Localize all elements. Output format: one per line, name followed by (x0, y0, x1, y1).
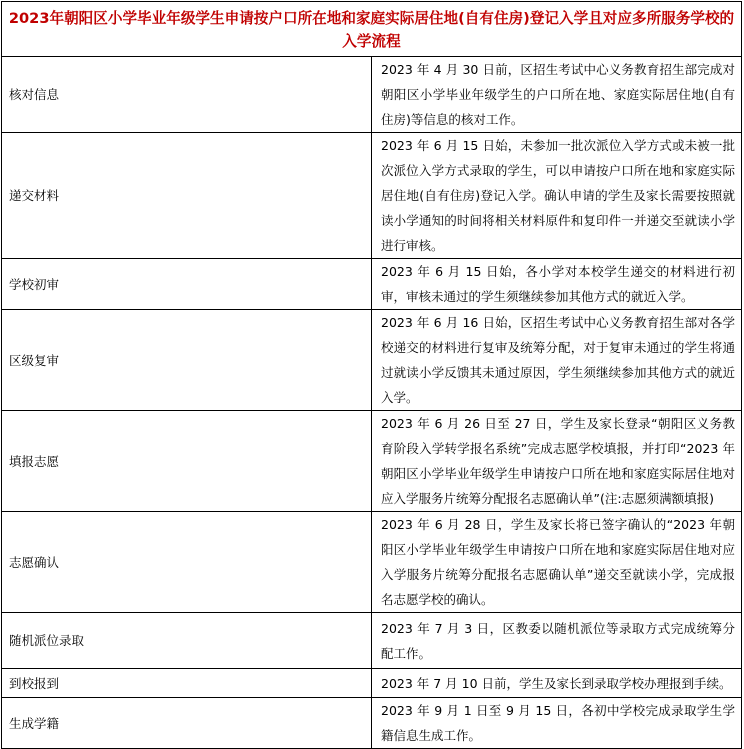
table-row (2, 259, 742, 310)
step-content: 2023 年 6 月 15 日始，未参加一批次派位入学方式或未被一批次派位入学方式录取的学生，可以申请按户口所在地和家庭实际居住地(自有住房)登记入学。确认申请的学生及家长需要按照就读小学通知的时间将相关材料原件和复印件一并递交至就读小学进行审核。 (372, 133, 742, 259)
table-row (2, 133, 742, 259)
step-content: 2023 年 9 月 1 日至 9 月 15 日，各初中学校完成录取学生学籍信息生成工作。 (372, 698, 742, 749)
step-content: 2023 年 4 月 30 日前，区招生考试中心义务教育招生部完成对朝阳区小学毕业年级学生的户口所在地、家庭实际居住地(自有住房)等信息的核对工作。 (372, 57, 742, 133)
step-content: 2023 年 6 月 26 日至 27 日，学生及家长登录“朝阳区义务教育阶段入学转学报名系统”完成志愿学校填报，并打印“2023 年朝阳区小学毕业年级学生申请按户口所在地和家庭实际居住地对应入学服务片统筹分配报名志愿确认单”(注:志愿须满额填报) (372, 411, 742, 512)
step-label: 填报志愿 (2, 411, 372, 512)
step-label: 志愿确认 (2, 512, 372, 613)
table-row (2, 698, 742, 749)
table-row (2, 512, 742, 613)
step-content: 2023 年 6 月 16 日始，区招生考试中心义务教育招生部对各学校递交的材料进行复审及统筹分配，对于复审未通过的学生将通过就读小学反馈其未通过原因，学生须继续参加其他方式的就近入学。 (372, 310, 742, 411)
table-row (2, 669, 742, 698)
step-content: 2023 年 7 月 3 日，区教委以随机派位等录取方式完成统筹分配工作。 (372, 613, 742, 669)
step-label: 到校报到 (2, 669, 372, 698)
table-row (2, 57, 742, 133)
step-content: 2023 年 7 月 10 日前，学生及家长到录取学校办理报到手续。 (372, 669, 742, 698)
table-title: 2023年朝阳区小学毕业年级学生申请按户口所在地和家庭实际居住地(自有住房)登记入学且对应多所服务学校的入学流程 (2, 2, 742, 57)
step-label: 随机派位录取 (2, 613, 372, 669)
step-content: 2023 年 6 月 15 日始，各小学对本校学生递交的材料进行初审，审核未通过的学生须继续参加其他方式的就近入学。 (372, 259, 742, 310)
table-row (2, 411, 742, 512)
table-row (2, 310, 742, 411)
title-row (2, 2, 742, 57)
step-label: 核对信息 (2, 57, 372, 133)
step-label: 学校初审 (2, 259, 372, 310)
step-label: 生成学籍 (2, 698, 372, 749)
step-content: 2023 年 6 月 28 日，学生及家长将已签字确认的“2023 年朝阳区小学毕业年级学生申请按户口所在地和家庭实际居住地对应入学服务片统筹分配报名志愿确认单”递交至就读小学，完成报名志愿学校的确认。 (372, 512, 742, 613)
admission-process-table (1, 1, 742, 749)
step-label: 区级复审 (2, 310, 372, 411)
step-label: 递交材料 (2, 133, 372, 259)
table-row (2, 613, 742, 669)
